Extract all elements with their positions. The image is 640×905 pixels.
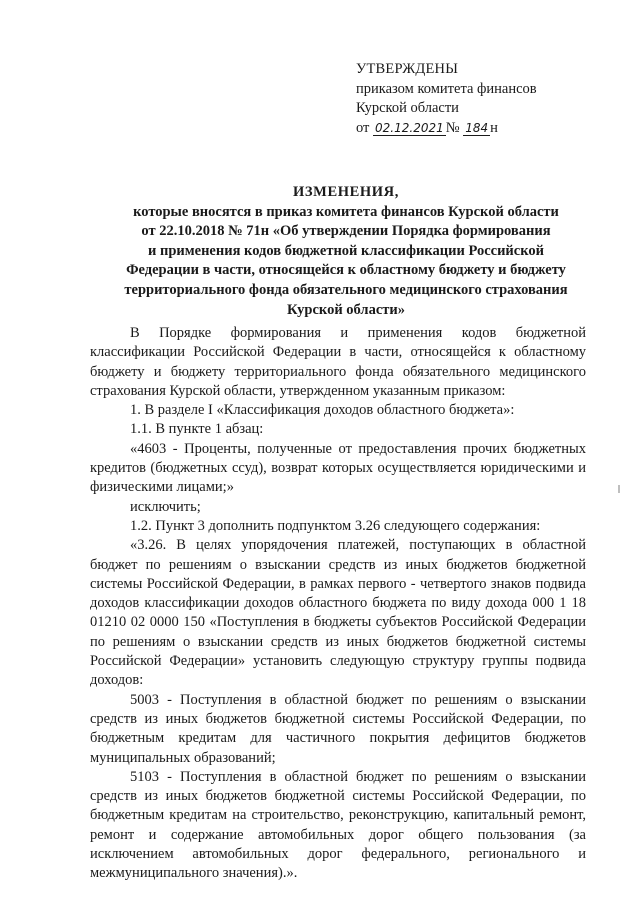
quote-4603: «4603 - Проценты, полученные от предоставления прочих бюджетных кредитов (бюджетных ссуд), возврат которых осуществляется юридическими и физическими лицами;»: [90, 440, 586, 496]
title-line: которые вносятся в приказ комитета финансов Курской области: [133, 203, 559, 220]
title-line: и применения кодов бюджетной классификации Российской: [148, 242, 544, 259]
title-line: от 22.10.2018 № 71н «Об утверждении Порядка формирования: [141, 223, 551, 240]
number-suffix: н: [490, 119, 498, 136]
item-1-2: 1.2. Пункт 3 дополнить подпунктом 3.26 следующего содержания:: [130, 517, 541, 534]
exclude-line: исключить;: [130, 498, 201, 515]
document-body: [90, 324, 586, 884]
title-line: территориального фонда обязательного медицинского страхования: [124, 281, 568, 298]
paragraph-3-26: «3.26. В целях упорядочения платежей, поступающих в областной бюджет по решениям о взыскании средств из иных бюджетов бюджетной системы Российской Федерации, в рамках первого - четвертого знаков подвида доходов классификации доходов областного бюджета по виду дохода 000 1 18 01210 02 0000 150 «Поступления в бюджеты субъектов Российской Федерации по решениям о взыскании средств из иных бюджетов бюджетной системы Российской Федерации» установить следующую структуру группы подвида доходов:: [90, 537, 586, 689]
approval-date-line: [356, 119, 537, 139]
paragraph-5103: 5103 - Поступления в областной бюджет по решениям о взыскании средств из иных бюджетов бюджетной системы Российской Федерации, по бюджетным кредитам на строительство, реконструкцию, капитальный ремонт, ремонт и содержание автомобильных дорог общего пользования (за исключением автомобильных дорог федерального, регионального и межмуниципального значения).».: [90, 768, 586, 882]
date-prefix: от: [356, 119, 370, 136]
title-line: Федерации в части, относящейся к областному бюджету и бюджету: [126, 262, 566, 279]
item-1: 1. В разделе I «Классификация доходов областного бюджета»:: [130, 402, 515, 419]
handwritten-number: 184: [465, 120, 489, 135]
title-line: Курской области»: [287, 301, 405, 318]
approval-block: [356, 60, 537, 138]
number-prefix: №: [445, 119, 460, 136]
approval-order-line: приказом комитета финансов: [356, 80, 537, 97]
scan-mark: [618, 485, 620, 493]
approval-heading: УТВЕРЖДЕНЫ: [356, 61, 459, 77]
paragraph-5003: 5003 - Поступления в областной бюджет по решениям о взыскании средств из иных бюджетов бюджетной системы Российской Федерации, по бюджетным кредитам для частичного покрытия дефицитов бюджетов муниципальных образований;: [90, 691, 586, 766]
approval-region-line: Курской области: [356, 100, 459, 116]
title-heading: ИЗМЕНЕНИЯ,: [293, 184, 399, 200]
handwritten-date: 02.12.2021: [375, 120, 444, 135]
item-1-1: 1.1. В пункте 1 абзац:: [130, 421, 264, 438]
intro-paragraph: В Порядке формирования и применения кодов бюджетной классификации Российской Федерации в части, относящейся к областному бюджету и бюджету территориального фонда обязательного медицинского страхования Курской области, утвержденном указанным приказом:: [90, 325, 586, 399]
document-title: [86, 183, 606, 320]
